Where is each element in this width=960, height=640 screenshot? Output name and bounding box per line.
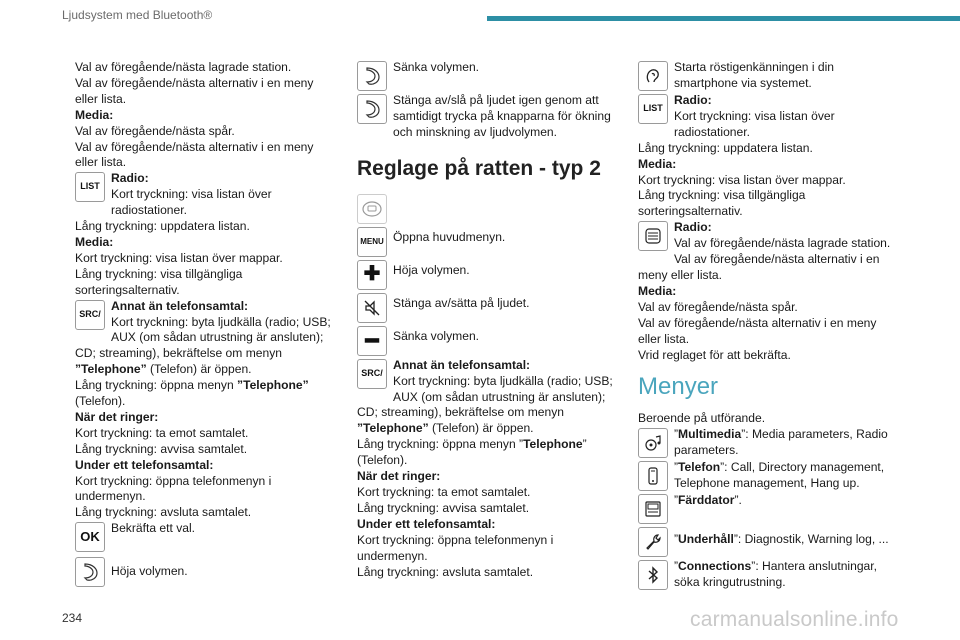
header-accent-bar (487, 16, 960, 21)
text-line (357, 437, 619, 469)
text-bold: Telephone (523, 437, 583, 452)
text-line: Kort tryckning: visa listan över radiostationer. (111, 187, 272, 218)
bluetooth-icon (638, 560, 668, 590)
text-line: Val av föregående/nästa lagrade station. (75, 60, 292, 74)
column-2 (357, 60, 619, 580)
text-span: Lång tryckning: öppna menyn (75, 378, 238, 393)
text-line: Lång tryckning: avsluta samtalet. (75, 505, 252, 520)
section-heading: Reglage på ratten - typ 2 (357, 156, 601, 180)
radio-label: Radio: (674, 93, 712, 107)
text-line: Kort tryckning: öppna telefonmenyn i undermenyn. (75, 473, 272, 504)
text-line: ”Telefon”: Call, Directory management, Telephone management, Hang up. (674, 460, 885, 491)
text-line: Höja volymen. (393, 262, 470, 277)
text-line: Kort tryckning: ta emot samtalet. (357, 484, 531, 499)
menu-name: Connections (678, 559, 752, 574)
src-button-entry (357, 358, 619, 438)
menu-desc: : Media parameters, Radio parameters. (674, 427, 888, 458)
text-line: Val av föregående/nästa spår. (75, 123, 235, 138)
running-header: Ljudsystem med Bluetooth® (62, 8, 213, 22)
steering-lever-icon (357, 61, 387, 91)
during-label: Under ett telefonsamtal: (75, 457, 214, 472)
text-line: Kort tryckning: visa listan över mappar. (75, 250, 283, 265)
text-line: Lång tryckning: visa tillgängliga sorteringsalternativ. (75, 266, 243, 297)
ring-label: När det ringer: (357, 469, 441, 484)
menu-item-underhall (638, 526, 900, 559)
vol-up-entry (75, 556, 337, 589)
list-button-icon: LIST (75, 172, 105, 202)
vol-down-entry (357, 60, 619, 93)
text-line: Val av föregående/nästa alternativ i en meny eller lista. (638, 252, 880, 282)
menu-desc: : Hantera anslutningar, söka kringutrustning. (674, 559, 877, 590)
text-line (75, 315, 337, 379)
steering-lever-icon (75, 557, 105, 587)
text-line: Kort tryckning: visa listan över mappar. (638, 172, 846, 187)
ok-button-entry (75, 521, 337, 554)
menu-item-connections (638, 559, 900, 592)
watermark: carmanualsonline.info (690, 608, 899, 631)
text-line (357, 374, 619, 438)
src-icon-text: SRC (361, 367, 381, 378)
text-line: Stänga av/slå på ljudet igen genom att samtidigt trycka på knapparna för ökning och minskning av ljudvolymen. (393, 93, 611, 139)
menu-name: Färddator (678, 493, 735, 508)
text-line: Kort tryckning: ta emot samtalet. (75, 425, 249, 440)
radio-label: Radio: (111, 171, 149, 186)
minus-button-entry (357, 325, 619, 358)
text-span: (Telefon) är öppen. (428, 421, 534, 436)
menu-item-multimedia (638, 427, 900, 460)
during-label: Under ett telefonsamtal: (357, 516, 496, 531)
steering-wheel-entry (357, 193, 619, 226)
text-line: Sänka volymen. (393, 60, 480, 74)
text-line: Lång tryckning: visa tillgängliga sorteringsalternativ. (638, 188, 806, 219)
text-line: Kort tryckning: öppna telefonmenyn i undermenyn. (357, 532, 554, 563)
mute-speaker-icon (357, 293, 387, 323)
text-line: Kort tryckning: visa listan över radiostationer. (674, 108, 835, 139)
multimedia-icon (638, 428, 668, 458)
plus-button-entry (357, 259, 619, 292)
menu-name: Multimedia (678, 427, 742, 442)
menu-desc: : Diagnostik, Warning log, ... (737, 532, 889, 547)
text-line: Val av föregående/nästa alternativ i en meny eller lista. (75, 139, 314, 170)
text-line: Val av föregående/nästa spår. (638, 299, 798, 314)
menu-button-icon: MENU (357, 227, 387, 257)
text-span: (Telefon). (75, 394, 126, 409)
text-line: Beroende på utförande. (638, 411, 766, 426)
src-icon-text: SRC (79, 308, 99, 319)
mute-entry (357, 93, 619, 141)
text-line: Stänga av/sätta på ljudet. (393, 295, 530, 310)
text-line: Starta röstigenkänningen i din smartphone via systemet. (674, 60, 835, 90)
text-line: ”Connections”: Hantera anslutningar, söka kringutrustning. (674, 559, 877, 590)
src-button-entry (75, 299, 337, 379)
media-label: Media: (638, 283, 677, 298)
steering-lever-icon (357, 94, 387, 124)
text-line: Val av föregående/nästa lagrade station. (674, 236, 891, 251)
text-span: (Telefon) är öppen. (146, 362, 252, 377)
text-line: Lång tryckning: uppdatera listan. (638, 140, 813, 155)
text-span: Kort tryckning: byta ljudkälla (radio; USB; AUX (om sådan utrustning är ansluten); CD; streaming), bekräftelse om menyn (75, 314, 331, 361)
menu-name: Telefon (678, 460, 721, 475)
text-line: ”Multimedia”: Media parameters, Radio parameters. (674, 427, 888, 458)
wrench-icon (638, 527, 668, 557)
text-line: Lång tryckning: avsluta samtalet. (357, 564, 534, 579)
menus-heading: Menyer (638, 373, 719, 401)
text-bold: ”Telephone” (237, 378, 309, 393)
list-button-icon: LIST (638, 94, 668, 124)
call-label: Annat än telefonsamtal: (393, 357, 531, 372)
text-line: Val av föregående/nästa alternativ i en meny eller lista. (638, 315, 877, 346)
text-span: ” (Telefon). (357, 437, 587, 468)
page-number: 234 (62, 611, 83, 625)
phone-icon (638, 461, 668, 491)
src-button-icon: SRC / (357, 359, 387, 389)
thumbwheel-entry (638, 220, 900, 252)
list-button-entry (638, 93, 900, 141)
text-line: Lång tryckning: avvisa samtalet. (75, 441, 248, 456)
src-button-icon: SRC / (75, 300, 105, 330)
voice-button-entry (638, 60, 900, 93)
text-bold: ”Telephone” (75, 362, 147, 377)
menu-item-fardddator (638, 493, 900, 526)
text-line: Öppna huvudmenyn. (393, 229, 506, 244)
text-line (75, 378, 337, 410)
column-3 (638, 60, 900, 592)
column-1 (75, 60, 337, 589)
radio-label: Radio: (674, 220, 712, 235)
ok-button-icon: OK (75, 522, 105, 552)
call-label: Annat än telefonsamtal: (111, 298, 249, 313)
menu-desc: : Call, Directory management, Telephone management, Hang up. (674, 460, 885, 491)
menu-button-entry (357, 226, 619, 259)
text-bold: ”Telephone” (357, 421, 429, 436)
minus-icon: ━ (357, 326, 387, 356)
trip-computer-icon (638, 494, 668, 524)
text-line: Lång tryckning: uppdatera listan. (75, 219, 250, 234)
text-line: ”Underhåll”: Diagnostik, Warning log, ... (674, 532, 889, 547)
media-label: Media: (75, 234, 114, 249)
text-line: Lång tryckning: avvisa samtalet. (357, 500, 530, 515)
ring-label: När det ringer: (75, 409, 159, 424)
media-label: Media: (638, 156, 677, 171)
menu-desc: . (738, 493, 742, 508)
text-span: Kort tryckning: byta ljudkälla (radio; USB; AUX (om sådan utrustning är ansluten); CD; streaming), bekräftelse om menyn (357, 373, 613, 420)
text-span: Lång tryckning: öppna menyn ” (357, 437, 524, 452)
menu-name: Underhåll (678, 532, 734, 547)
menu-item-telefon (638, 460, 900, 493)
list-button-entry (75, 171, 337, 219)
thumbwheel-icon (638, 221, 668, 251)
voice-recognition-icon (638, 61, 668, 91)
text-line: Vrid reglaget för att bekräfta. (638, 347, 791, 362)
text-line: Val av föregående/nästa alternativ i en meny eller lista. (75, 75, 314, 106)
mute-button-entry (357, 292, 619, 325)
text-line: Bekräfta ett val. (111, 521, 196, 536)
text-line: ”Färddator”. (674, 493, 742, 508)
plus-icon: ✚ (357, 260, 387, 290)
media-label: Media: (75, 107, 114, 122)
steering-wheel-icon (357, 194, 387, 224)
text-line: Sänka volymen. (393, 328, 480, 343)
text-line: Höja volymen. (111, 564, 188, 579)
